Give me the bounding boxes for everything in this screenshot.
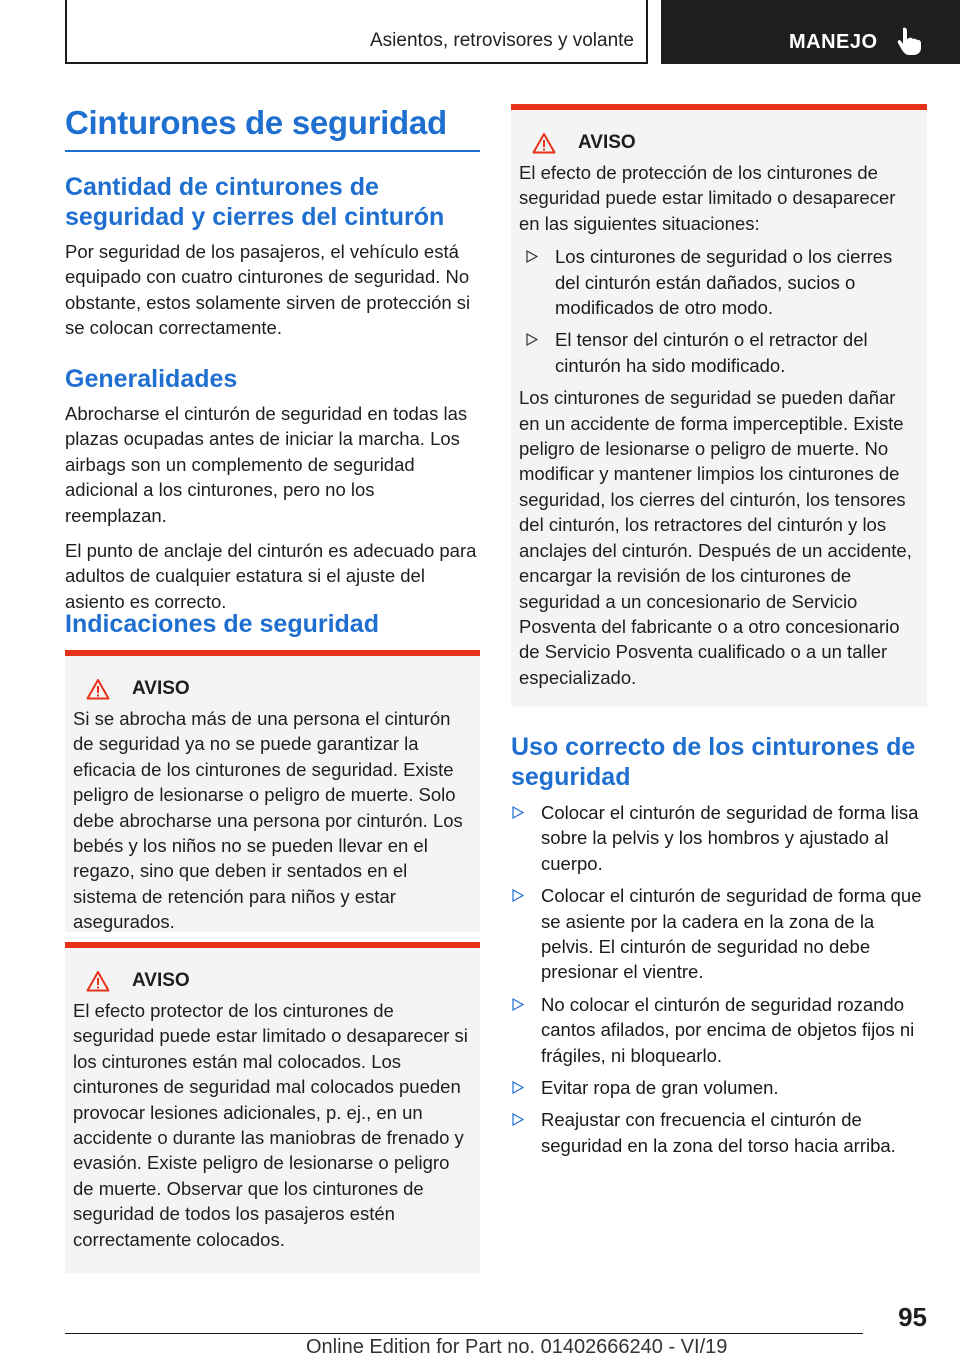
chapter-tab: [65, 0, 648, 64]
warning-text: Si se abrocha más de una persona el cinturón de seguridad ya no se puede garantizar la eficacia de los cinturones de seguridad. Existe peligro de lesionarse o peligro de muerte. Solo debe abrocharse una persona por cinturón. Los bebés y los niños no se pueden llevar en el regazo, sino que deben ir sentados en el sistema de retención para niños y estar asegurados.: [73, 708, 463, 933]
list-item: No colocar el cinturón de seguridad rozando cantos afilados, por encima de objetos fijos ni frágiles, ni bloquearlo.: [511, 992, 927, 1068]
warning-box: [65, 942, 480, 1273]
warning-text: Los cinturones de seguridad se pueden dañar en un accidente de forma imperceptible. Existe peligro de lesionarse o peligro de muerte. No modificar y mantener limpios los cinturones de seguridad, los cierres del cinturón, los tensores del cinturón, los retractores del cinturón y los anclajes del cinturón. Después de un accidente, encargar la revisión de los cinturones de seguridad a un concesionario de Servicio Posventa del fabricante o a otro concesionario de Servicio Posventa cualificado o a un taller especializado.: [519, 387, 912, 688]
section-belt-count: [65, 172, 480, 341]
warning-intro: El efecto de protección de los cinturones de seguridad puede estar limitado o desaparecer en las siguientes situaciones:: [519, 162, 896, 234]
correct-use-list: [511, 800, 927, 1158]
warning-triangle-icon: [86, 970, 110, 992]
section-general: [65, 364, 480, 614]
chapter-title: Asientos, retrovisores y volante: [369, 30, 634, 51]
warning-text: El efecto protector de los cinturones de seguridad puede estar limitado o desaparecer si los cinturones están mal colocados. Los cinturones de seguridad mal colocados pueden provocar lesiones adicionales, p. ej., en un accidente o durante las maniobras de frenado y evasión. Existe peligro de lesionarse o peligro de muerte. Observar que los cinturones de seguridad de todos los pasajeros estén correctamente colocados.: [73, 1000, 468, 1250]
triangle-bullet-icon: [525, 333, 538, 346]
footer-divider: [65, 1333, 863, 1334]
triangle-bullet-icon: [525, 250, 538, 263]
triangle-bullet-icon: [511, 889, 524, 902]
warning-label: AVISO: [132, 970, 190, 991]
warning-triangle-icon: [532, 132, 556, 154]
edition-text: Online Edition for Part no. 01402666240 - VI/19: [306, 1336, 728, 1358]
section-label: MANEJO: [789, 31, 878, 53]
paragraph: Por seguridad de los pasajeros, el vehículo está equipado con cuatro cinturones de seguridad. No obstante, estos solamente sirven de protección si se colocan correctamente.: [65, 241, 471, 339]
list-item: Colocar el cinturón de seguridad de forma que se asiente por la cadera en la zona de la pelvis. El cinturón de seguridad no debe presionar el vientre.: [511, 883, 927, 985]
section-correct-use: [511, 732, 927, 1165]
triangle-bullet-icon: [511, 806, 524, 819]
section-heading: Uso correcto de los cinturones de seguridad: [511, 733, 916, 791]
triangle-bullet-icon: [511, 1081, 524, 1094]
page-title: Cinturones de seguridad: [65, 104, 480, 152]
warning-header: [86, 970, 472, 992]
paragraph: El punto de anclaje del cinturón es adecuado para adultos de cualquier estatura si el ajuste del asiento es correcto.: [65, 540, 477, 612]
list-item: Los cinturones de seguridad o los cierres del cinturón están dañados, sucios o modificados de otro modo.: [525, 244, 919, 320]
warning-header: [86, 678, 472, 700]
warning-label: AVISO: [578, 132, 636, 153]
list-item: Evitar ropa de gran volumen.: [511, 1075, 927, 1100]
section-heading: Cantidad de cinturones de seguridad y cierres del cinturón: [65, 173, 445, 231]
warning-header: [532, 132, 919, 154]
warning-triangle-icon: [86, 678, 110, 700]
pointing-hand-icon: [897, 26, 925, 56]
section-tab[interactable]: [661, 0, 960, 64]
warning-box: [511, 104, 927, 707]
page-number: 95: [898, 1302, 927, 1332]
section-safety-notes: [65, 609, 480, 639]
paragraph: Abrocharse el cinturón de seguridad en todas las plazas ocupadas antes de iniciar la marcha. Los airbags son un complemento de seguridad adicional a los cinturones, pero no los reemplazan.: [65, 403, 468, 526]
triangle-bullet-icon: [511, 998, 524, 1011]
list-item: Reajustar con frecuencia el cinturón de seguridad en la zona del torso hacia arriba.: [511, 1107, 927, 1158]
list-item: El tensor del cinturón o el retractor del cinturón ha sido modificado.: [525, 327, 919, 378]
warning-box: [65, 650, 480, 932]
section-heading: Generalidades: [65, 365, 238, 393]
section-heading: Indicaciones de seguridad: [65, 610, 379, 638]
warning-label: AVISO: [132, 678, 190, 699]
list-item: Colocar el cinturón de seguridad de forma lisa sobre la pelvis y los hombros y ajustado al cuerpo.: [511, 800, 927, 876]
warning-list: [525, 244, 919, 378]
triangle-bullet-icon: [511, 1113, 524, 1126]
